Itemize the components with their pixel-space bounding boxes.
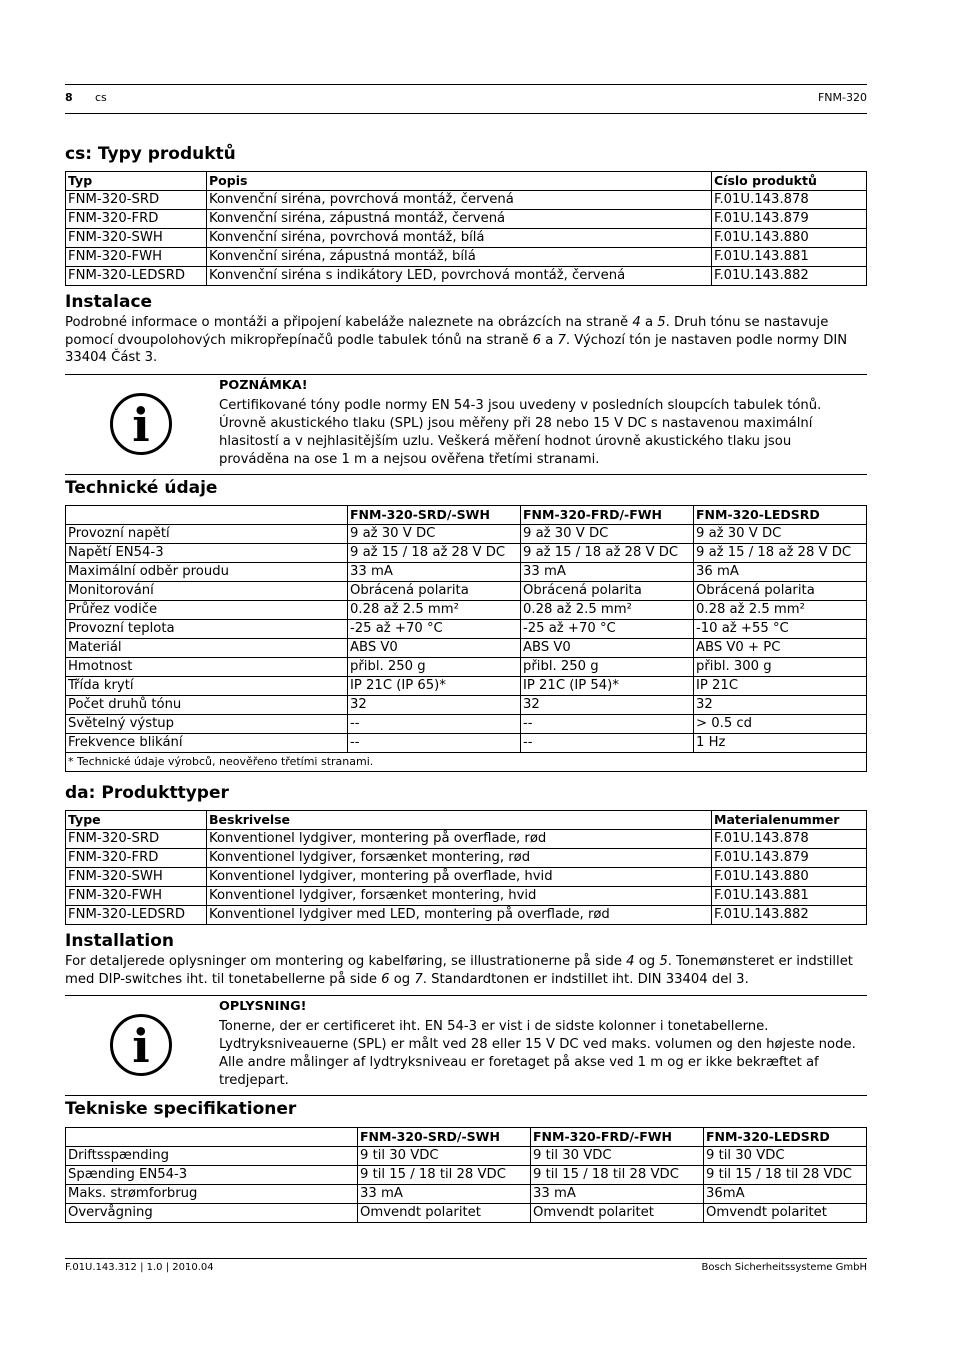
table-cell: 9 až 30 V DC <box>521 525 694 544</box>
table-cell: Omvendt polaritet <box>704 1204 867 1223</box>
cs-notice-title: POZNÁMKA! <box>219 378 308 393</box>
table-cell: přibl. 250 g <box>348 658 521 677</box>
da-notice-text: Tonerne, der er certificeret iht. EN 54-3 er vist i de sidste kolonner i tonetabellerne. Lydtryksniveauerne (SPL) er målt ved 28 eller 15 V DC ved maks. volumen og den højeste node. Alle andre målinger af lydtryksniveau er foretaget på akse ved 1 m og er ikke bekræftet af tredjepart. <box>219 1019 856 1088</box>
table-row <box>66 639 867 658</box>
table-row <box>66 734 867 753</box>
table-row <box>66 601 867 620</box>
col-header: Typ <box>66 172 207 191</box>
table-cell: Provozní napětí <box>66 525 348 544</box>
da-install-title: Installation <box>65 931 175 951</box>
table-row <box>66 582 867 601</box>
table-cell: 33 mA <box>531 1185 704 1204</box>
table-cell: 33 mA <box>348 563 521 582</box>
table-cell: FNM-320-FRD <box>66 849 207 868</box>
table-header-row <box>66 1128 867 1147</box>
table-cell: F.01U.143.878 <box>712 830 867 849</box>
table-cell: 36mA <box>704 1185 867 1204</box>
table-row <box>66 191 867 210</box>
col-header: FNM-320-LEDSRD <box>694 506 867 525</box>
table-cell: Konvenční siréna, povrchová montáž, červená <box>207 191 712 210</box>
table-cell: Třída krytí <box>66 677 348 696</box>
table-row <box>66 849 867 868</box>
table-cell: Overvågning <box>66 1204 358 1223</box>
table-cell: -- <box>348 715 521 734</box>
table-cell: F.01U.143.878 <box>712 191 867 210</box>
table-cell: Konventionel lydgiver, montering på overflade, rød <box>207 830 712 849</box>
table-cell: ABS V0 <box>348 639 521 658</box>
col-header: FNM-320-SRD/-SWH <box>358 1128 531 1147</box>
cs-install-text: Podrobné informace o montáži a připojení kabeláže naleznete na obrázcích na straně 4 a 5. Druh tónu se nastavuje pomocí dvoupolohových mikropřepínačů podle tabulek tónů na straně 6 a 7. Výchozí tón je nastaven podle normy DIN 33404 Část 3. <box>65 315 848 365</box>
da-install-text: For detaljerede oplysninger om montering og kabelføring, se illustrationerne på side 4 og 5. Tonemønsteret er indstillet med DIP-switches iht. til tonetabellerne på side 6 og 7. Standardtonen er indstillet iht. DIN 33404 del 3. <box>65 954 853 987</box>
page-footer <box>65 1258 867 1273</box>
table-cell: -- <box>521 715 694 734</box>
cs-products-table <box>65 171 867 286</box>
table-cell: Světelný výstup <box>66 715 348 734</box>
table-cell: IP 21C (IP 54)* <box>521 677 694 696</box>
table-cell: Konvenční siréna, zápustná montáž, bílá <box>207 248 712 267</box>
table-cell: Napětí EN54-3 <box>66 544 348 563</box>
table-cell: Konventionel lydgiver, montering på overflade, hvid <box>207 868 712 887</box>
col-header: Císlo produktů <box>712 172 867 191</box>
table-cell: přibl. 250 g <box>521 658 694 677</box>
table-row <box>66 658 867 677</box>
col-header <box>66 506 348 525</box>
cs-products-title: cs: Typy produktů <box>65 144 236 164</box>
da-notice-box <box>65 995 867 1096</box>
col-header: Type <box>66 811 207 830</box>
da-products-title: da: Produkttyper <box>65 783 229 803</box>
table-cell: přibl. 300 g <box>694 658 867 677</box>
table-cell: Frekvence blikání <box>66 734 348 753</box>
table-cell: FNM-320-FWH <box>66 248 207 267</box>
table-row <box>66 563 867 582</box>
col-header <box>66 1128 358 1147</box>
table-cell: IP 21C <box>694 677 867 696</box>
table-cell: F.01U.143.880 <box>712 868 867 887</box>
table-cell: -- <box>348 734 521 753</box>
table-header-row <box>66 172 867 191</box>
page-header <box>65 84 867 114</box>
table-cell: F.01U.143.879 <box>712 849 867 868</box>
cs-tech-footnote: * Technické údaje výrobců, neověřeno třetími stranami. <box>66 753 867 772</box>
language-code: cs <box>95 91 107 104</box>
table-cell: FNM-320-LEDSRD <box>66 267 207 286</box>
cs-products-body <box>66 191 867 286</box>
table-cell: Obrácená polarita <box>348 582 521 601</box>
table-row <box>66 830 867 849</box>
col-header: FNM-320-SRD/-SWH <box>348 506 521 525</box>
table-row <box>66 1204 867 1223</box>
table-cell: Maximální odběr proudu <box>66 563 348 582</box>
info-icon: i <box>110 393 172 455</box>
table-cell: Obrácená polarita <box>694 582 867 601</box>
table-cell: Konventionel lydgiver med LED, montering på overflade, rød <box>207 906 712 925</box>
table-header-row <box>66 811 867 830</box>
table-cell: 32 <box>348 696 521 715</box>
table-row <box>66 1166 867 1185</box>
table-cell: 32 <box>521 696 694 715</box>
table-row <box>66 620 867 639</box>
table-cell: 33 mA <box>358 1185 531 1204</box>
cs-install-title: Instalace <box>65 292 153 312</box>
table-cell: -10 až +55 °C <box>694 620 867 639</box>
da-tech-table <box>65 1127 867 1223</box>
table-cell: F.01U.143.882 <box>712 906 867 925</box>
table-cell: Obrácená polarita <box>521 582 694 601</box>
col-header: Popis <box>207 172 712 191</box>
table-cell: F.01U.143.879 <box>712 210 867 229</box>
table-cell: 9 až 15 / 18 až 28 V DC <box>521 544 694 563</box>
table-cell: 0.28 až 2.5 mm² <box>521 601 694 620</box>
table-cell: ABS V0 <box>521 639 694 658</box>
table-cell: F.01U.143.881 <box>712 248 867 267</box>
footer-company: Bosch Sicherheitssysteme GmbH <box>701 1262 867 1273</box>
table-row <box>66 544 867 563</box>
table-cell: 36 mA <box>694 563 867 582</box>
da-tech-body <box>66 1147 867 1223</box>
table-cell: FNM-320-FRD <box>66 210 207 229</box>
table-cell: -25 až +70 °C <box>521 620 694 639</box>
table-cell: FNM-320-FWH <box>66 887 207 906</box>
table-cell: Omvendt polaritet <box>358 1204 531 1223</box>
table-cell: 1 Hz <box>694 734 867 753</box>
table-cell: FNM-320-SWH <box>66 229 207 248</box>
table-cell: Spænding EN54-3 <box>66 1166 358 1185</box>
table-cell: Maks. strømforbrug <box>66 1185 358 1204</box>
cs-tech-body <box>66 525 867 753</box>
cs-tech-title: Technické údaje <box>65 478 218 498</box>
table-cell: -- <box>521 734 694 753</box>
col-header: FNM-320-FRD/-FWH <box>521 506 694 525</box>
page-number: 8 <box>65 91 73 104</box>
da-tech-title: Tekniske specifikationer <box>65 1099 297 1119</box>
table-cell: Hmotnost <box>66 658 348 677</box>
table-cell: Průřez vodiče <box>66 601 348 620</box>
table-cell: -25 až +70 °C <box>348 620 521 639</box>
table-cell: F.01U.143.881 <box>712 887 867 906</box>
table-cell: Počet druhů tónu <box>66 696 348 715</box>
table-cell: Materiál <box>66 639 348 658</box>
table-row <box>66 525 867 544</box>
table-header-row <box>66 506 867 525</box>
table-row <box>66 267 867 286</box>
footer-doc-ref: F.01U.143.312 | 1.0 | 2010.04 <box>65 1262 214 1273</box>
table-row <box>66 1185 867 1204</box>
table-row <box>66 868 867 887</box>
table-cell: 0.28 až 2.5 mm² <box>348 601 521 620</box>
table-cell: F.01U.143.882 <box>712 267 867 286</box>
table-row <box>66 715 867 734</box>
table-cell: 9 til 15 / 18 til 28 VDC <box>358 1166 531 1185</box>
table-cell: IP 21C (IP 65)* <box>348 677 521 696</box>
info-icon: i <box>110 1014 172 1076</box>
table-cell: 9 til 30 VDC <box>358 1147 531 1166</box>
table-row <box>66 229 867 248</box>
table-cell: 9 až 15 / 18 až 28 V DC <box>694 544 867 563</box>
table-cell: Monitorování <box>66 582 348 601</box>
table-cell: FNM-320-SRD <box>66 191 207 210</box>
table-cell: Omvendt polaritet <box>531 1204 704 1223</box>
table-cell: 9 til 30 VDC <box>531 1147 704 1166</box>
table-row <box>66 677 867 696</box>
table-cell: 32 <box>694 696 867 715</box>
table-cell: 9 til 15 / 18 til 28 VDC <box>531 1166 704 1185</box>
table-row <box>66 248 867 267</box>
table-cell: ABS V0 + PC <box>694 639 867 658</box>
table-cell: FNM-320-SWH <box>66 868 207 887</box>
table-cell: 9 až 15 / 18 až 28 V DC <box>348 544 521 563</box>
table-cell: 9 až 30 V DC <box>694 525 867 544</box>
table-cell: Konvenční siréna, zápustná montáž, červená <box>207 210 712 229</box>
table-cell: 9 til 30 VDC <box>704 1147 867 1166</box>
table-cell: 9 til 15 / 18 til 28 VDC <box>704 1166 867 1185</box>
da-products-body <box>66 830 867 925</box>
table-cell: Driftsspænding <box>66 1147 358 1166</box>
table-row <box>66 1147 867 1166</box>
table-cell: Konvenční siréna, povrchová montáž, bílá <box>207 229 712 248</box>
table-cell: Konventionel lydgiver, forsænket montering, hvid <box>207 887 712 906</box>
table-cell: Provozní teplota <box>66 620 348 639</box>
table-cell: > 0.5 cd <box>694 715 867 734</box>
table-row <box>66 887 867 906</box>
table-cell: Konventionel lydgiver, forsænket montering, rød <box>207 849 712 868</box>
table-row <box>66 696 867 715</box>
col-header: Beskrivelse <box>207 811 712 830</box>
col-header: FNM-320-LEDSRD <box>704 1128 867 1147</box>
document-name: FNM-320 <box>817 91 867 104</box>
table-row <box>66 906 867 925</box>
table-cell: FNM-320-SRD <box>66 830 207 849</box>
col-header: Materialenummer <box>712 811 867 830</box>
table-cell: 0.28 až 2.5 mm² <box>694 601 867 620</box>
da-products-table <box>65 810 867 925</box>
table-cell: Konvenční siréna s indikátory LED, povrchová montáž, červená <box>207 267 712 286</box>
cs-notice-box <box>65 374 867 475</box>
cs-notice-text: Certifikované tóny podle normy EN 54-3 jsou uvedeny v posledních sloupcích tabulek tónů. Úrovně akustického tlaku (SPL) jsou měřeny při 28 nebo 15 V DC s nastavenou maximální hlasitostí a v nejhlasitějším uzlu. Veškerá měření hodnot úrovně akustického tlaku jsou prováděna na ose 1 m a nejsou ověřena třetími stranami. <box>219 398 822 467</box>
table-row <box>66 210 867 229</box>
col-header: FNM-320-FRD/-FWH <box>531 1128 704 1147</box>
da-notice-title: OPLYSNING! <box>219 999 307 1014</box>
cs-tech-table <box>65 505 867 772</box>
table-cell: 33 mA <box>521 563 694 582</box>
table-cell: 9 až 30 V DC <box>348 525 521 544</box>
table-cell: F.01U.143.880 <box>712 229 867 248</box>
table-cell: FNM-320-LEDSRD <box>66 906 207 925</box>
